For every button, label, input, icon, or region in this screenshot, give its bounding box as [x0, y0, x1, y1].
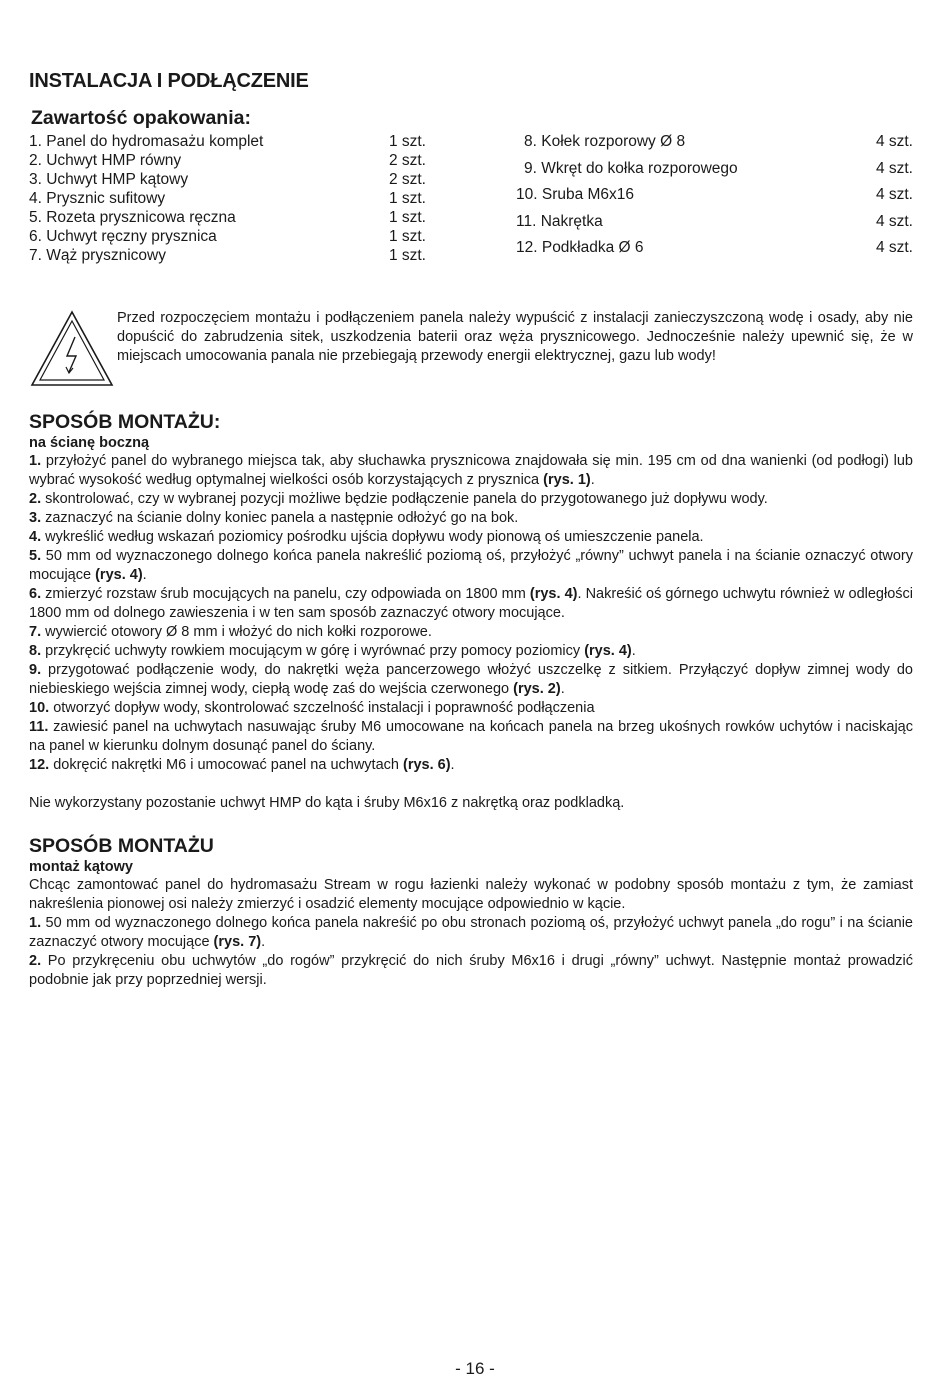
list-item-qty: 2 szt.: [388, 152, 426, 169]
figure-ref: (rys. 6): [402, 757, 451, 773]
step-text-tail: .: [261, 934, 266, 950]
step-number: 5.: [29, 548, 42, 564]
figure-ref: (rys. 4): [584, 643, 632, 659]
step-text: wykreślić według wskazań poziomicy pośrodku ujścia dopływu wody pionową oś umieszczenie panela.: [41, 529, 704, 545]
step-text-tail: .: [142, 567, 147, 583]
list-item: 7. Wąż prysznicowy: [29, 247, 166, 264]
step-text: dokręcić nakrętki M6 i umocować panel na uchwytach: [49, 757, 403, 773]
step-number: 4.: [29, 529, 42, 545]
warning-block: [29, 309, 913, 389]
list-item-qty: 4 szt.: [875, 212, 913, 230]
step-number: 2.: [29, 953, 42, 969]
list-item: 11. Nakrętka: [516, 212, 603, 230]
manual-page: [29, 70, 913, 990]
step-number: 8.: [29, 643, 42, 659]
step-text: zaznaczyć na ścianie dolny koniec panela a następnie odłożyć go na bok.: [41, 510, 519, 526]
step-number: 3.: [29, 510, 42, 526]
step: [29, 509, 913, 528]
step: [29, 718, 913, 756]
warning-text: Przed rozpoczęciem montażu i podłączeniem panela należy wypuścić z instalacji zanieczyszczoną wodę i osady, aby nie dopuścić do zabrudzenia sitek, uszkodzenia baterii oraz węża prysznicowego. Jednocześnie należy upewnić się, że w miejscach umocowania panala nie przebiegają przewody energii elektrycznej, gazu lub wody!: [117, 310, 913, 364]
step-text-tail: .: [631, 643, 636, 659]
step-text: przyłożyć panel do wybranego miejsca tak, aby słuchawka prysznicowa znajdowała się min. 195 cm od dna wanienki (od podłogi) lub wybrać wysokość według optymalnej wielkości osób korzystających z prysznica: [29, 453, 913, 488]
page-number: - 16 -: [455, 1359, 495, 1378]
list-item-qty: 2 szt.: [388, 171, 426, 188]
step: [29, 547, 913, 585]
step-text-tail: .: [590, 472, 595, 488]
list-item-qty: 1 szt.: [388, 228, 426, 245]
step: [29, 490, 913, 509]
section-subheading-corner: montaż kątowy: [29, 859, 133, 875]
list-item: 5. Rozeta prysznicowa ręczna: [29, 209, 236, 226]
figure-ref: (rys. 4): [95, 567, 143, 583]
step-number: 1.: [29, 453, 42, 469]
contents-left-column: [29, 132, 426, 265]
step-number: 2.: [29, 491, 42, 507]
list-item-qty: 1 szt.: [388, 247, 426, 264]
step: [29, 528, 913, 547]
list-item-qty: 1 szt.: [388, 209, 426, 226]
page-title: INSTALACJA I PODŁĄCZENIE: [29, 70, 309, 92]
step: [29, 585, 913, 623]
list-item: 12. Podkładka Ø 6: [516, 239, 644, 257]
step-text: przykręcić uchwyty rowkiem mocującym w górę i wyrównać przy pomocy poziomicy: [41, 643, 585, 659]
list-item: 10. Sruba M6x16: [516, 186, 635, 204]
step: [29, 623, 913, 642]
corner-intro: Chcąc zamontować panel do hydromasażu Stream w rogu łazienki należy wykonać w podobny sposób montażu z tym, że zamiast nakreślenia pionowej osi należy zmierzyć i osadzić elementy mocujące odpowiednio w kącie.: [29, 877, 913, 912]
list-item: 3. Uchwyt HMP kątowy: [29, 171, 189, 188]
figure-ref: (rys. 2): [513, 681, 561, 697]
step-text: zawiesić panel na uchwytach nasuwając śruby M6 umocowane na końcach panela na brzeg ukośnych rowków uchytów i naciskając na panel w kierunku dolnym dosunąć panel do ściany.: [29, 719, 913, 754]
steps-side-wall: [29, 452, 913, 775]
list-item-qty: 1 szt.: [388, 133, 426, 150]
list-item: 4. Prysznic sufitowy: [29, 190, 166, 207]
list-item-qty: 1 szt.: [388, 190, 426, 207]
list-item-qty: 4 szt.: [875, 186, 913, 204]
list-item: 1. Panel do hydromasażu komplet: [29, 133, 264, 150]
step: [29, 642, 913, 661]
step: [29, 661, 913, 699]
contents-list: [29, 132, 913, 265]
step: [29, 952, 913, 990]
section-heading-side-wall: SPOSÓB MONTAŻU:: [29, 411, 221, 433]
step-text: przygotować podłączenie wody, do nakrętki węża pancerzowego włożyć uszczelkę z sitkiem. Przyłączyć dopływ zimnej wody do niebieskiego wejścia zimnej wody, ciepłą wodę zaś do wejścia czerwonego: [29, 662, 913, 697]
step-number: 1.: [29, 915, 42, 931]
step-text: 50 mm od wyznaczonego dolnego końca panela nakreśić po obu stronach poziomą oś, przyłożyć uchwyt panela „do rogu” i na ścianie zaznaczyć otwory mocujące: [29, 915, 913, 950]
step-number: 12.: [29, 757, 50, 773]
step-text-tail: . Nakreśić oś górnego uchwytu również w odległości 1800 mm od dolnego zawieszenia i w ten sam sposób zaznaczyć otwory mocujące.: [29, 586, 913, 621]
step-text: Po przykręceniu obu uchwytów „do rogów” przykręcić do nich śruby M6x16 i drugi „równy” uchwyt. Następnie montaż prowadzić podobnie jak przy poprzedniej wersji.: [29, 953, 913, 988]
step-text: wywiercić otowory Ø 8 mm i włożyć do nich kołki rozporowe.: [41, 624, 432, 640]
figure-ref: (rys. 1): [543, 472, 591, 488]
contents-right-column: [516, 132, 913, 265]
figure-ref: (rys. 7): [213, 934, 262, 950]
step: [29, 756, 913, 775]
list-item: 2. Uchwyt HMP równy: [29, 152, 182, 169]
list-item: 6. Uchwyt ręczny prysznica: [29, 228, 217, 245]
step: [29, 452, 913, 490]
step-number: 9.: [29, 662, 42, 678]
step: [29, 699, 913, 718]
step-number: 11.: [29, 719, 49, 735]
step-number: 6.: [29, 586, 42, 602]
list-item: 8. Kołek rozporowy Ø 8: [524, 133, 686, 150]
figure-ref: (rys. 4): [529, 586, 578, 602]
list-item-qty: 4 szt.: [875, 239, 913, 257]
unused-parts-note: Nie wykorzystany pozostanie uchwyt HMP do kąta i śruby M6x16 z nakrętką oraz podkladką.: [29, 795, 625, 811]
electrical-hazard-triangle-icon: [29, 309, 115, 389]
step-text: 50 mm od wyznaczonego dolnego końca panela nakreślić poziomą oś, przyłożyć „równy” uchwyt panela i na ścianie oznaczyć otwory mocujące: [29, 548, 913, 583]
list-item-qty: 4 szt.: [875, 159, 913, 177]
list-item-qty: 4 szt.: [875, 133, 913, 150]
section-heading-corner: SPOSÓB MONTAŻU: [29, 835, 214, 857]
step-number: 7.: [29, 624, 42, 640]
list-item: 9. Wkręt do kołka rozporowego: [524, 159, 738, 177]
step-text: otworzyć dopływ wody, skontrolować szczelność instalacji i poprawność podłączenia: [49, 700, 595, 716]
section-subheading-side-wall: na ścianę boczną: [29, 435, 150, 451]
step-text: skontrolować, czy w wybranej pozycji możliwe będzie podłączenie panela do przygotowanego już dopływu wody.: [41, 491, 768, 507]
step-text-tail: .: [450, 757, 455, 773]
step-text: zmierzyć rozstaw śrub mocujących na panelu, czy odpowiada on 1800 mm: [41, 586, 530, 602]
step: [29, 914, 913, 952]
contents-heading: Zawartość opakowania:: [31, 107, 251, 129]
step-text-tail: .: [560, 681, 565, 697]
step-number: 10.: [29, 700, 50, 716]
